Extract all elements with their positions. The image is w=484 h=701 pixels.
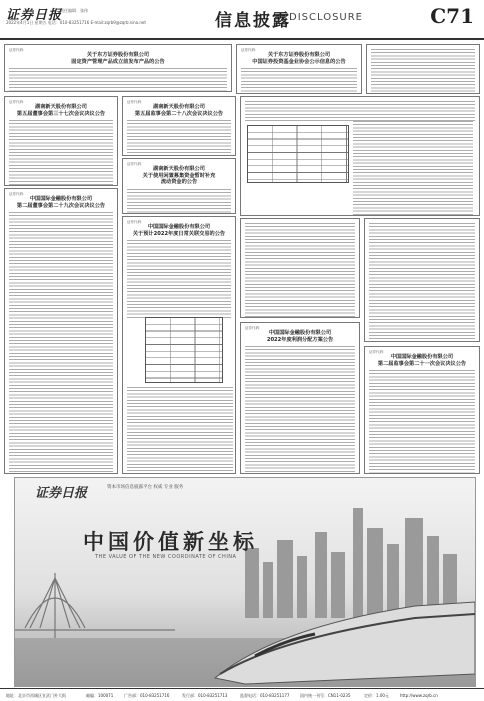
notice-5 [4,188,118,474]
notice-code: 证券代码： [9,100,27,104]
notice-code: 证券代码： [127,100,145,104]
bridge-icon [15,573,175,638]
notice-body-text [369,223,475,342]
notice-title-line: 中国国际金融股份有限公司 [390,354,454,360]
notice-2 [4,96,118,186]
footer-website: http://www.zqrb.cn [400,693,438,698]
ad-slogan: 资本市场信息披露平台 权威 专业 服务 [107,485,184,490]
notice-body-text [245,223,355,318]
advertisement-banner [14,477,476,687]
data-table [145,317,223,383]
notice-8 [364,346,480,474]
notice-body-text [9,120,113,186]
footer-postcode: 邮编：100071 [86,693,114,698]
notice-4 [122,158,236,214]
notice-body-text [353,121,473,216]
section-title: 信息披露 [215,11,291,31]
notice-code: 证券代码： [127,220,145,224]
ad-logo: 证券日报 [35,486,88,501]
notice-body-text [127,387,233,474]
notice-title-line: 2022年度利润分配方案公告 [266,336,334,343]
masthead-logo: 证券日报 [6,8,63,23]
notice-0 [4,44,232,92]
notice-title-line: 中国国际金融股份有限公司 [268,330,332,336]
masthead-meta: 2022年4月1日 星期五 电话：010-83251716 E-mail:zqrb9@zqrb.sina.net [6,20,146,25]
footer-price: 定价：1.00元 [364,693,389,698]
notice-title-line: 流动资金的公告 [160,179,198,186]
notice-body-text [127,240,231,318]
notice-text-block [240,96,480,216]
notice-text-block [364,218,480,342]
ad-subtitle: THE VALUE OF THE NEW COORDINATE OF CHINA [95,554,237,560]
notice-title [5,45,231,65]
notice-text-block [366,44,480,94]
notice-body-text [9,68,227,92]
notice-title-line: 湖南新天股份有限公司 [35,104,87,110]
notice-body-text [9,212,113,474]
city-skyline-icon [245,508,457,618]
notice-text-block [240,218,360,318]
notice-3 [122,96,236,156]
notice-body-text [371,49,475,94]
notice-title-line: 关于使用闲置募集资金暂时补充 [142,172,216,179]
notice-title-line: 固定资产管理产品成立前发布产品的公告 [71,58,165,65]
notice-title-line: 第五届监事会第二十八次会议决议公告 [134,110,224,117]
footer-distribution: 发行部：010-83251713 [182,693,228,698]
notice-title-line: 第二届董事会第二十九次会议决议公告 [16,202,106,209]
notice-body-text [245,101,475,123]
notice-code: 证券代码： [9,192,27,196]
notice-title-line: 中国国际金融股份有限公司 [147,224,211,230]
notice-code: 证券代码： [241,48,259,52]
footer-issn: 国内统一刊号：CN11-0235 [300,693,351,698]
footer-ad-phone: 广告部：010-83251716 [124,693,170,698]
notice-title-line: 中国证券投资基金业协会公示信息的公告 [252,58,346,65]
page-header [0,0,484,40]
notice-title-line: 第二届监事会第二十一次会议决议公告 [377,360,467,367]
editor-line: 责任编辑：张伟 [60,8,88,13]
notice-code: 证券代码： [127,162,145,166]
notice-code: 证券代码： [369,350,387,354]
notice-1 [236,44,362,94]
ad-illustration [15,478,475,686]
notice-title-line: 湖南新天股份有限公司 [153,166,205,172]
notice-body-text [127,189,231,214]
ad-title: 中国价值新坐标 [83,529,258,554]
notice-title-line: 湖南新天股份有限公司 [153,104,205,110]
notice-title-line: 中国国际金融股份有限公司 [29,196,93,202]
notice-6 [122,216,236,474]
notice-code: 证券代码： [245,326,263,330]
notice-title-line: 关于东方证券股份有限公司 [86,52,150,58]
notice-body-text [127,120,231,156]
notice-body-text [241,68,357,94]
notice-body-text [245,346,355,474]
footer-address: 地址：北京市西城区宣武门外大街 [6,693,66,698]
page-number: C71 [430,4,474,28]
notice-code: 证券代码： [9,48,27,52]
notice-title-line: 关于东方证券股份有限公司 [267,52,331,58]
footer-reader-phone: 监督电话：010-83251177 [240,693,290,698]
section-title-en: DISCLOSURE [289,12,363,23]
notice-body-text [369,370,475,474]
notice-7 [240,322,360,474]
notice-title-line: 第五届董事会第三十七次会议决议公告 [16,110,106,117]
page-footer [0,688,484,701]
data-table [247,125,349,183]
notice-title-line: 关于预计2022年度日常关联交易的公告 [132,230,226,237]
